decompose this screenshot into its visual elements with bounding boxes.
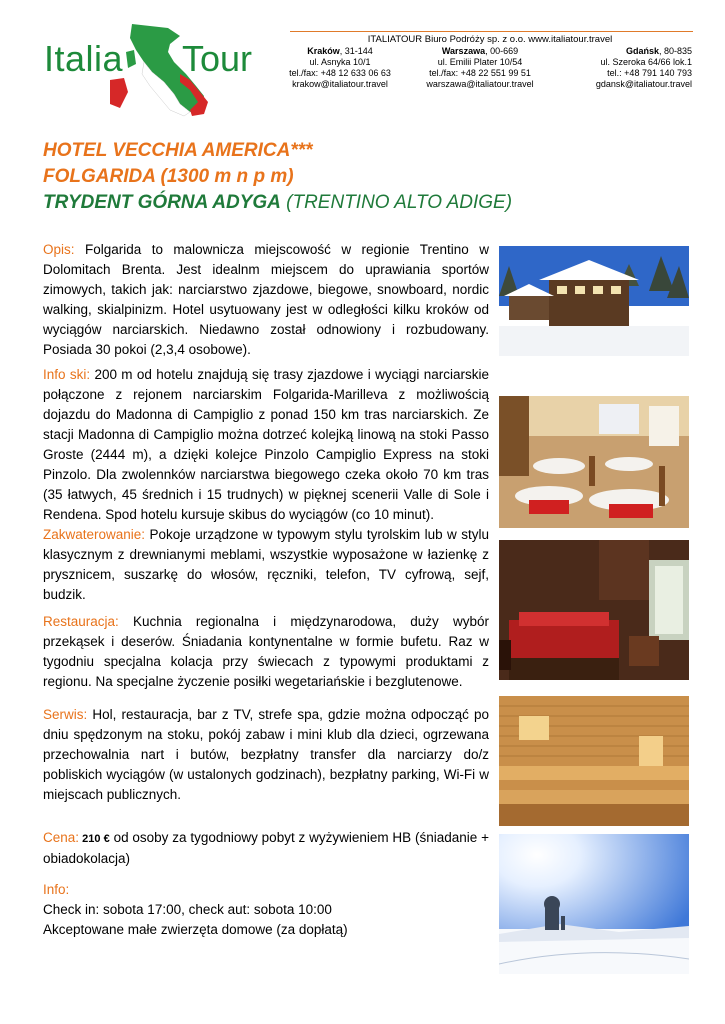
section-text: od osoby za tygodniowy pobyt z wyżywieniem HB (śniadanie + obiadokolacja)	[43, 830, 489, 866]
office-email[interactable]: gdansk@italiatour.travel	[595, 79, 692, 89]
region-bold: TRYDENT GÓRNA ADYGA	[43, 192, 281, 213]
section-label: Restauracja:	[43, 614, 119, 629]
office-warszawa	[410, 46, 550, 90]
section-text: Kuchnia regionalna i międzynarodowa, duży wybór przekąsek i deserów. Śniadania kontynentalne w formie bufetu. Raz w tygodniu specjalna kolacja przy świecach z typowymi produktami z regionu. Na specjalne życzenie posiłki wegetariańskie i bezglutenowe.	[43, 614, 489, 689]
italiatour-logo	[40, 22, 290, 117]
section-cena	[43, 828, 489, 869]
section-text: Hol, restauracja, bar z TV, strefe spa, gdzie można odpocząć po dniu spędzonym na stoku, pokój zabaw i mini klub dla dzieci, ogrzewana przechowalnia nart i butów, bezpłatny transfer dla narciarzy do/z pobliskich wyciągów (w ustalonych godzinach), bezpłatny parking, Wi-Fi w miejscach publicznych.	[43, 707, 489, 802]
resort-name: FOLGARIDA (1300 m n p m)	[43, 166, 294, 187]
region-name	[43, 192, 512, 214]
section-label: Opis:	[43, 242, 75, 257]
logo-word-italia: Italia	[44, 38, 124, 79]
office-street: ul. Asnyka 10/1	[309, 57, 371, 67]
office-krakow	[270, 46, 410, 90]
office-city: Kraków	[307, 46, 340, 56]
section-text: 200 m od hotelu znajdują się trasy zjazdowe i wyciągi narciarskie połączone z rejonem narciarskim Folgarida-Marilleva z możliwością dojazdu do Madonna di Campiglio z ponad 150 km tras narciarskich. Ze stacji Madonna di Campiglio można dotrzeć kolejką linową na stoki Passo Groste (2444 m), a dzięki kolejce Pinzolo Campiglio Express na stoki Pinzolo. Dla zwolennków narciarstwa biegowego czeka około 70 km tras (35 łatwych, 45 średnich i 15 trudnych) w pięknej scenerii Valle di Sole i Rendena. Spod hotelu kursuje skibus do wyciągów (co 10 minut).	[43, 367, 489, 522]
office-street: ul. Emilii Plater 10/54	[437, 57, 523, 67]
company-name: ITALIATOUR Biuro Podróży sp. z o.o. www.italiatour.travel	[367, 34, 613, 45]
restaurant-photo	[499, 396, 689, 528]
hotel-name: HOTEL VECCHIA AMERICA***	[43, 140, 313, 161]
section-info-ski	[43, 365, 489, 525]
section-text: Folgarida to malownicza miejscowość w regionie Trentino w Dolomitach Brenta. Jest idealnm miejscem do uprawiania sportów zimowych, takich jak: narciarstwo zjazdowe, biegowe, snowboard, nordic walking, skialpinizm. Hotel usytuowany jest w odległości kilku kroków od wyciągów narciarskich. Niedawno został odnowiony i rozbudowany. Posiada 30 pokoi (2,3,4 osobowe).	[43, 242, 489, 357]
hotel-exterior-photo	[499, 246, 689, 356]
office-email[interactable]: krakow@italiatour.travel	[292, 79, 388, 89]
office-gdansk	[552, 46, 692, 90]
bedroom-photo	[499, 540, 689, 680]
office-zip: , 80-835	[658, 46, 692, 56]
price-value: 210 €	[79, 833, 110, 845]
section-restauracja	[43, 612, 489, 692]
logo-word-tour: Tour	[182, 38, 253, 79]
office-city: Gdańsk	[625, 46, 659, 56]
office-phone: tel./fax: +48 22 551 99 51	[429, 68, 531, 78]
sauna-photo	[499, 696, 689, 826]
info-pets: Akceptowane małe zwierzęta domowe (za dopłatą)	[43, 922, 348, 937]
section-label: Info ski:	[43, 367, 91, 382]
office-phone: tel.: +48 791 140 793	[607, 68, 692, 78]
office-email[interactable]: warszawa@italiatour.travel	[426, 79, 534, 89]
region-light: (TRENTINO ALTO ADIGE)	[280, 192, 513, 213]
office-zip: , 00-669	[485, 46, 519, 56]
office-city: Warszawa	[441, 46, 486, 56]
section-serwis	[43, 705, 489, 805]
header-divider	[290, 31, 693, 32]
office-zip: , 31-144	[339, 46, 373, 56]
section-label: Serwis:	[43, 707, 88, 722]
section-label: Zakwaterowanie:	[43, 527, 146, 542]
section-label: Info:	[43, 882, 70, 897]
office-street: ul. Szeroka 64/66 lok.1	[600, 57, 692, 67]
info-checkin: Check in: sobota 17:00, check aut: sobota 10:00	[43, 902, 332, 917]
ski-slope-photo	[499, 834, 689, 974]
section-info	[43, 880, 489, 940]
section-label: Cena:	[43, 830, 80, 845]
section-text: Pokoje urządzone w typowym stylu tyrolskim lub w stylu klasycznym z drewnianymi meblami, wszystkie wyposażone w łazienkę z prysznicem, suszarkę do włosów, ręczniki, telefon, TV cyfrową, sejf, budzik.	[43, 527, 489, 602]
section-opis	[43, 240, 489, 360]
office-phone: tel./fax: +48 12 633 06 63	[289, 68, 391, 78]
company-header	[289, 34, 692, 89]
section-zakwaterowanie	[43, 525, 489, 605]
